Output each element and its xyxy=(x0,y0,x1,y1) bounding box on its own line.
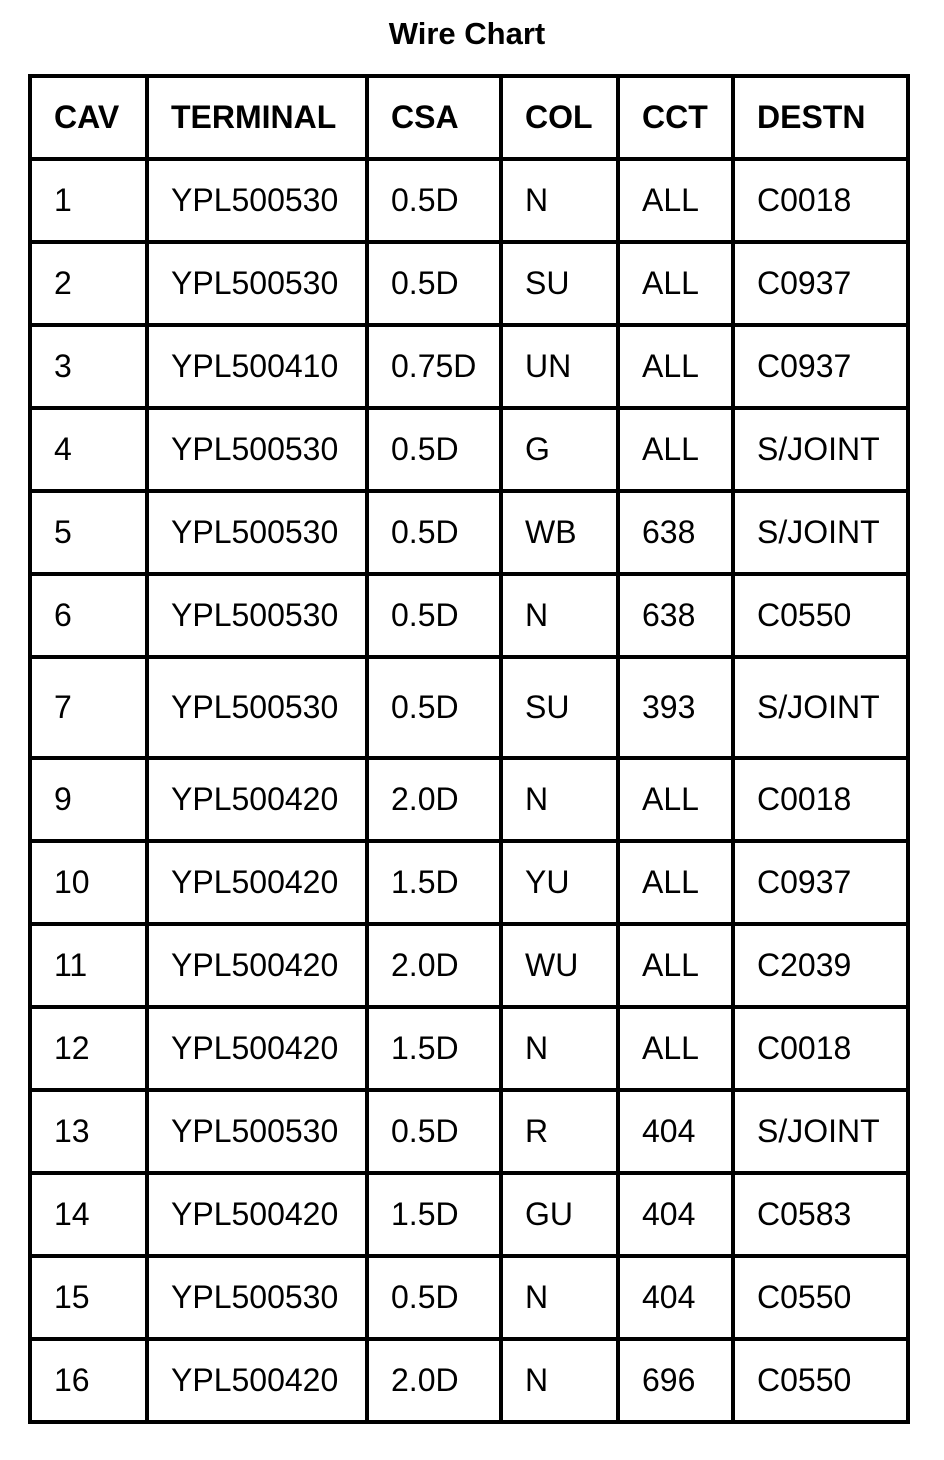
cell-csa: 1.5D xyxy=(367,1007,501,1090)
cell-col: WB xyxy=(501,491,618,574)
cell-cav: 2 xyxy=(30,242,147,325)
cell-cav: 12 xyxy=(30,1007,147,1090)
cell-col: N xyxy=(501,574,618,657)
cell-csa: 2.0D xyxy=(367,924,501,1007)
cell-terminal: YPL500530 xyxy=(147,242,367,325)
cell-terminal: YPL500420 xyxy=(147,1007,367,1090)
cell-terminal: YPL500530 xyxy=(147,159,367,242)
cell-csa: 0.5D xyxy=(367,491,501,574)
cell-cct: 404 xyxy=(618,1173,733,1256)
cell-csa: 0.5D xyxy=(367,408,501,491)
cell-destn: C0583 xyxy=(733,1173,908,1256)
cell-destn: C2039 xyxy=(733,924,908,1007)
table-row xyxy=(30,924,908,1007)
cell-cct: 638 xyxy=(618,491,733,574)
cell-cav: 3 xyxy=(30,325,147,408)
cell-terminal: YPL500530 xyxy=(147,491,367,574)
cell-destn: C0550 xyxy=(733,1256,908,1339)
cell-destn: S/JOINT xyxy=(733,491,908,574)
cell-cct: 393 xyxy=(618,657,733,758)
cell-csa: 2.0D xyxy=(367,758,501,841)
cell-cav: 5 xyxy=(30,491,147,574)
cell-col: SU xyxy=(501,242,618,325)
cell-destn: C0018 xyxy=(733,758,908,841)
cell-csa: 0.5D xyxy=(367,1256,501,1339)
cell-col: N xyxy=(501,1007,618,1090)
cell-cct: 696 xyxy=(618,1339,733,1422)
cell-cav: 1 xyxy=(30,159,147,242)
cell-cav: 14 xyxy=(30,1173,147,1256)
cell-cav: 4 xyxy=(30,408,147,491)
cell-col: N xyxy=(501,1256,618,1339)
cell-terminal: YPL500420 xyxy=(147,758,367,841)
table-row xyxy=(30,758,908,841)
wire-chart-table xyxy=(28,74,910,1424)
cell-cav: 10 xyxy=(30,841,147,924)
cell-terminal: YPL500420 xyxy=(147,924,367,1007)
cell-csa: 0.5D xyxy=(367,657,501,758)
cell-destn: C0937 xyxy=(733,325,908,408)
cell-destn: S/JOINT xyxy=(733,408,908,491)
table-row xyxy=(30,325,908,408)
table-row xyxy=(30,408,908,491)
cell-cct: ALL xyxy=(618,159,733,242)
cell-col: R xyxy=(501,1090,618,1173)
table-row xyxy=(30,159,908,242)
cell-csa: 2.0D xyxy=(367,1339,501,1422)
table-row xyxy=(30,574,908,657)
cell-cav: 9 xyxy=(30,758,147,841)
cell-col: WU xyxy=(501,924,618,1007)
cell-cav: 7 xyxy=(30,657,147,758)
cell-cav: 11 xyxy=(30,924,147,1007)
column-header-cct: CCT xyxy=(618,76,733,159)
cell-destn: C0937 xyxy=(733,841,908,924)
cell-terminal: YPL500410 xyxy=(147,325,367,408)
cell-col: YU xyxy=(501,841,618,924)
table-row xyxy=(30,1007,908,1090)
table-row xyxy=(30,242,908,325)
cell-terminal: YPL500420 xyxy=(147,1173,367,1256)
cell-cct: ALL xyxy=(618,325,733,408)
cell-csa: 1.5D xyxy=(367,1173,501,1256)
cell-cct: ALL xyxy=(618,924,733,1007)
cell-destn: C0550 xyxy=(733,574,908,657)
table-header-row xyxy=(30,76,908,159)
table-row xyxy=(30,1339,908,1422)
cell-terminal: YPL500530 xyxy=(147,1090,367,1173)
table-row xyxy=(30,657,908,758)
cell-cct: 404 xyxy=(618,1256,733,1339)
cell-terminal: YPL500420 xyxy=(147,1339,367,1422)
cell-terminal: YPL500420 xyxy=(147,841,367,924)
cell-cav: 16 xyxy=(30,1339,147,1422)
cell-cct: ALL xyxy=(618,841,733,924)
cell-col: GU xyxy=(501,1173,618,1256)
cell-destn: C0018 xyxy=(733,1007,908,1090)
table-row xyxy=(30,1090,908,1173)
cell-destn: S/JOINT xyxy=(733,657,908,758)
cell-cct: ALL xyxy=(618,408,733,491)
column-header-col: COL xyxy=(501,76,618,159)
cell-destn: C0937 xyxy=(733,242,908,325)
cell-terminal: YPL500530 xyxy=(147,657,367,758)
cell-cct: ALL xyxy=(618,758,733,841)
cell-cav: 6 xyxy=(30,574,147,657)
column-header-terminal: TERMINAL xyxy=(147,76,367,159)
cell-terminal: YPL500530 xyxy=(147,1256,367,1339)
cell-destn: C0550 xyxy=(733,1339,908,1422)
cell-destn: C0018 xyxy=(733,159,908,242)
column-header-destn: DESTN xyxy=(733,76,908,159)
table-row xyxy=(30,491,908,574)
table-row xyxy=(30,841,908,924)
table-row xyxy=(30,1256,908,1339)
table-row xyxy=(30,1173,908,1256)
cell-col: N xyxy=(501,758,618,841)
cell-col: G xyxy=(501,408,618,491)
column-header-csa: CSA xyxy=(367,76,501,159)
cell-terminal: YPL500530 xyxy=(147,408,367,491)
cell-col: UN xyxy=(501,325,618,408)
column-header-cav: CAV xyxy=(30,76,147,159)
cell-terminal: YPL500530 xyxy=(147,574,367,657)
cell-col: N xyxy=(501,1339,618,1422)
cell-csa: 0.5D xyxy=(367,1090,501,1173)
cell-csa: 1.5D xyxy=(367,841,501,924)
cell-col: N xyxy=(501,159,618,242)
page-title: Wire Chart xyxy=(388,16,546,51)
cell-cct: ALL xyxy=(618,1007,733,1090)
cell-cct: 638 xyxy=(618,574,733,657)
cell-cav: 15 xyxy=(30,1256,147,1339)
cell-cav: 13 xyxy=(30,1090,147,1173)
cell-csa: 0.75D xyxy=(367,325,501,408)
cell-cct: 404 xyxy=(618,1090,733,1173)
cell-cct: ALL xyxy=(618,242,733,325)
cell-col: SU xyxy=(501,657,618,758)
cell-csa: 0.5D xyxy=(367,159,501,242)
cell-csa: 0.5D xyxy=(367,242,501,325)
cell-csa: 0.5D xyxy=(367,574,501,657)
cell-destn: S/JOINT xyxy=(733,1090,908,1173)
